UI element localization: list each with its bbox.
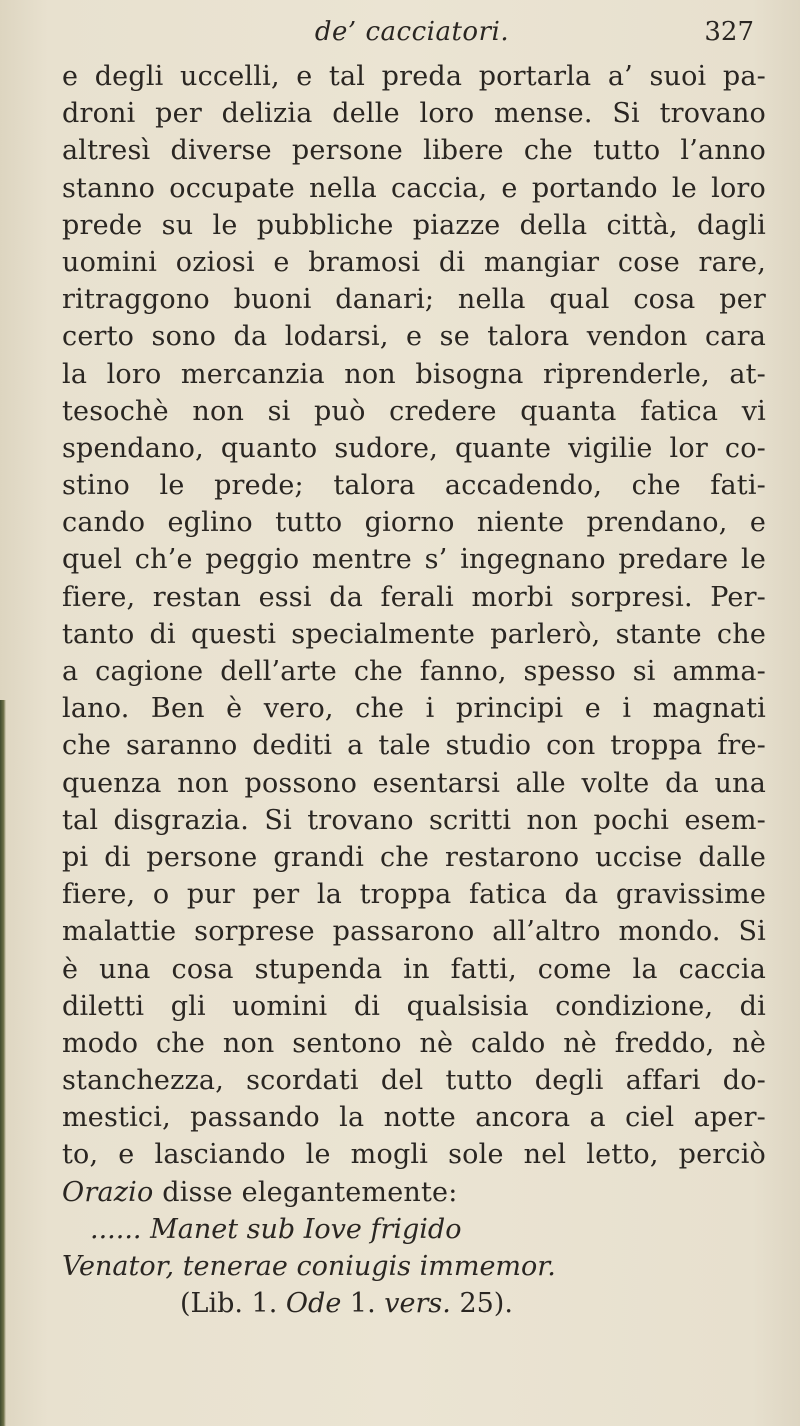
citation-book: (Lib. 1. bbox=[180, 1288, 278, 1320]
text-line: che saranno dediti a tale studio con troppa fre- bbox=[62, 730, 766, 762]
author-name: Orazio bbox=[62, 1176, 154, 1208]
text-line: a cagione dell’arte che fanno, spesso si amma- bbox=[62, 656, 766, 687]
text-line-last bbox=[62, 1174, 766, 1211]
text-line: cando eglino tutto giorno niente prendano, e bbox=[62, 507, 766, 539]
text-line: quel ch’e peggio mentre s’ ingegnano predare le bbox=[62, 544, 766, 576]
text-line: è una cosa stupenda in fatti, come la caccia bbox=[62, 953, 766, 985]
quote-citation bbox=[62, 1285, 766, 1322]
text-line: certo sono da lodarsi, e se talora vendon cara bbox=[62, 321, 766, 353]
text-line: tanto di questi specialmente parlerò, stante che bbox=[62, 618, 766, 650]
citation-ode-number: 1. bbox=[349, 1288, 376, 1320]
text-line: modo che non sentono nè caldo nè freddo, nè bbox=[62, 1027, 766, 1059]
text-line: prede su le pubbliche piazze della città, dagli bbox=[62, 209, 766, 241]
text-line: diletti gli uomini di qualsisia condizione, di bbox=[62, 990, 766, 1022]
text-line: mestici, passando la notte ancora a ciel aper- bbox=[62, 1102, 766, 1134]
body-text bbox=[62, 58, 766, 1322]
text-line: uomini oziosi e bramosi di mangiar cose rare, bbox=[62, 246, 766, 278]
text-line: ritraggono buoni danari; nella qual cosa per bbox=[62, 284, 766, 316]
text-line: tal disgrazia. Si trovano scritti non pochi esem- bbox=[62, 804, 766, 836]
page-number: 327 bbox=[704, 17, 754, 47]
page-binding-shadow bbox=[0, 700, 6, 1426]
latin-quote-line-1: ...... Manet sub Iove frigido bbox=[90, 1213, 462, 1245]
text-line: malattie sorprese passarono all’altro mondo. Si bbox=[62, 916, 766, 948]
running-title: de’ cacciatori. bbox=[314, 17, 510, 47]
text-line: la loro mercanzia non bisogna riprenderle, at- bbox=[62, 358, 766, 390]
text-line: stino le prede; talora accadendo, che fati- bbox=[62, 470, 766, 502]
text-line: droni per delizia delle loro mense. Si trovano bbox=[62, 98, 766, 130]
citation-verse-label: vers. bbox=[384, 1288, 451, 1320]
text-line: stanno occupate nella caccia, e portando le loro bbox=[62, 172, 766, 204]
text-line: spendano, quanto sudore, quante vigilie lor co- bbox=[62, 432, 766, 464]
text-line: tesochè non si può credere quanta fatica vi bbox=[62, 395, 766, 427]
text-line: pi di persone grandi che restarono uccise dalle bbox=[62, 841, 766, 873]
text-line: fiere, o pur per la troppa fatica da gravissime bbox=[62, 879, 766, 911]
citation-verse-number: 25). bbox=[459, 1288, 513, 1320]
latin-quote-line-2: Venator, tenerae coniugis immemor. bbox=[62, 1251, 556, 1282]
text-line: quenza non possono esentarsi alle volte da una bbox=[62, 767, 766, 799]
page-header bbox=[62, 14, 762, 54]
text-line: lano. Ben è vero, che i principi e i magnati bbox=[62, 693, 766, 725]
citation-ode-label: Ode bbox=[285, 1288, 342, 1320]
text-line: e degli uccelli, e tal preda portarla a’ suoi pa- bbox=[62, 61, 766, 92]
text-line: fiere, restan essi da ferali morbi sorpresi. Per- bbox=[62, 581, 766, 613]
text-line: stanchezza, scordati del tutto degli affari do- bbox=[62, 1065, 766, 1097]
text-fragment: disse elegantemente: bbox=[153, 1176, 458, 1208]
text-line: altresì diverse persone libere che tutto l’anno bbox=[62, 135, 766, 167]
text-line: to, e lasciando le mogli sole nel letto, perciò bbox=[62, 1139, 766, 1171]
